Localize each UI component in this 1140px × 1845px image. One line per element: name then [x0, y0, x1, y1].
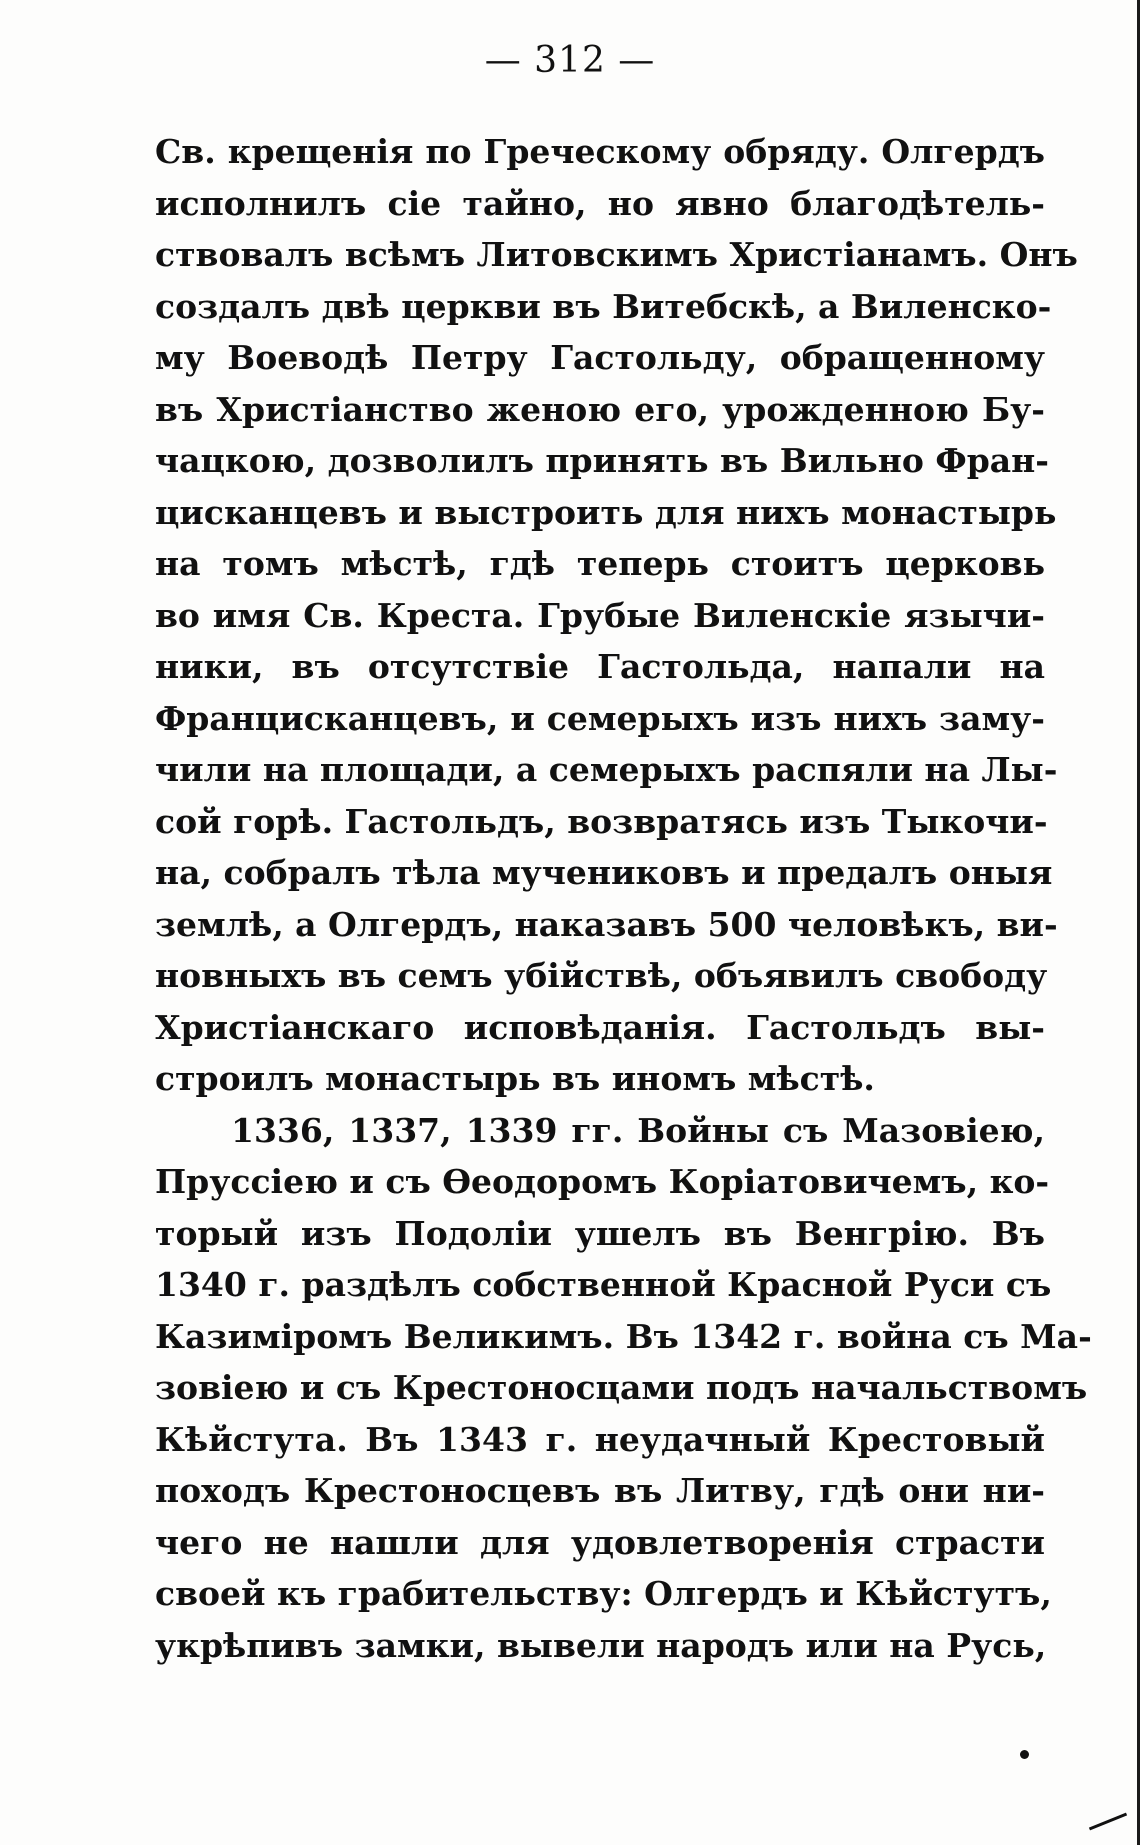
text-line: на, собралъ тѣла мучениковъ и предалъ оныя — [155, 853, 1053, 892]
text-line: создалъ двѣ церкви въ Витебскѣ, а Виленско- — [155, 286, 1052, 326]
text-line: 1340 г. раздѣлъ собственной Красной Руси съ — [155, 1265, 1052, 1304]
text-line: исполнилъ сіе тайно, но явно благодѣтель- — [155, 183, 1045, 223]
text-line: чили на площади, а семерыхъ распяли на Лы- — [155, 750, 1058, 789]
ink-speck — [1020, 1750, 1029, 1759]
text-line: торый изъ Подоліи ушелъ въ Венгрію. Въ — [155, 1213, 1045, 1253]
page-body-text — [155, 126, 1092, 1671]
text-line: походъ Крестоносцевъ въ Литву, гдѣ они ни- — [155, 1471, 1045, 1510]
page-number-header: — 312 — — [484, 40, 656, 81]
text-line: ники, въ отсутствіе Гастольда, напали на — [155, 647, 1045, 686]
text-line: землѣ, а Олгердъ, наказавъ 500 человѣкъ, ви- — [155, 904, 1058, 944]
text-line: 1336, 1337, 1339 гг. Войны съ Мазовіею, — [231, 1110, 1045, 1150]
text-line: Пруссіею и съ Ѳеодоромъ Коріатовичемъ, ко- — [155, 1162, 1050, 1201]
text-line: на томъ мѣстѣ, гдѣ теперь стоитъ церковь — [155, 544, 1045, 583]
text-line: Кѣйстута. Въ 1343 г. неудачный Крестовый — [155, 1419, 1045, 1459]
text-line: сой горѣ. Гастольдъ, возвратясь изъ Тыкочи- — [155, 801, 1048, 841]
text-line: своей къ грабительству: Олгердъ и Кѣйстутъ, — [155, 1574, 1052, 1613]
text-line: во имя Св. Креста. Грубые Виленскіе язычи- — [155, 595, 1045, 635]
text-line: Казиміромъ Великимъ. Въ 1342 г. война съ Ма- — [155, 1316, 1092, 1356]
text-line: зовіею и съ Крестоносцами подъ начальствомъ — [155, 1368, 1088, 1407]
text-line: въ Христіанство женою его, урожденною Бу- — [155, 389, 1045, 429]
text-line: Св. крещенія по Греческому обряду. Олгердъ — [155, 132, 1045, 171]
ink-stroke — [1089, 1813, 1127, 1831]
text-line: му Воеводѣ Петру Гастольду, обращенному — [155, 338, 1045, 377]
text-line: строилъ монастырь въ иномъ мѣстѣ. — [155, 1059, 875, 1098]
text-line: чего не нашли для удовлетворенія страсти — [155, 1522, 1045, 1562]
paragraph-1 — [155, 126, 1078, 1105]
paragraph-2 — [155, 1105, 1092, 1672]
text-line: Францисканцевъ, и семерыхъ изъ нихъ заму- — [155, 698, 1045, 738]
text-line: чацкою, дозволилъ принять въ Вильно Фран- — [155, 441, 1049, 480]
text-line: новныхъ въ семъ убійствѣ, объявилъ свободу — [155, 956, 1048, 995]
text-line: укрѣпивъ замки, вывели народъ или на Русь, — [155, 1625, 1047, 1665]
text-line: Христіанскаго исповѣданія. Гастольдъ вы- — [155, 1007, 1045, 1047]
text-line: цисканцевъ и выстроить для нихъ монастырь — [155, 492, 1057, 532]
text-line: ствовалъ всѣмъ Литовскимъ Христіанамъ. Онъ — [155, 235, 1078, 274]
